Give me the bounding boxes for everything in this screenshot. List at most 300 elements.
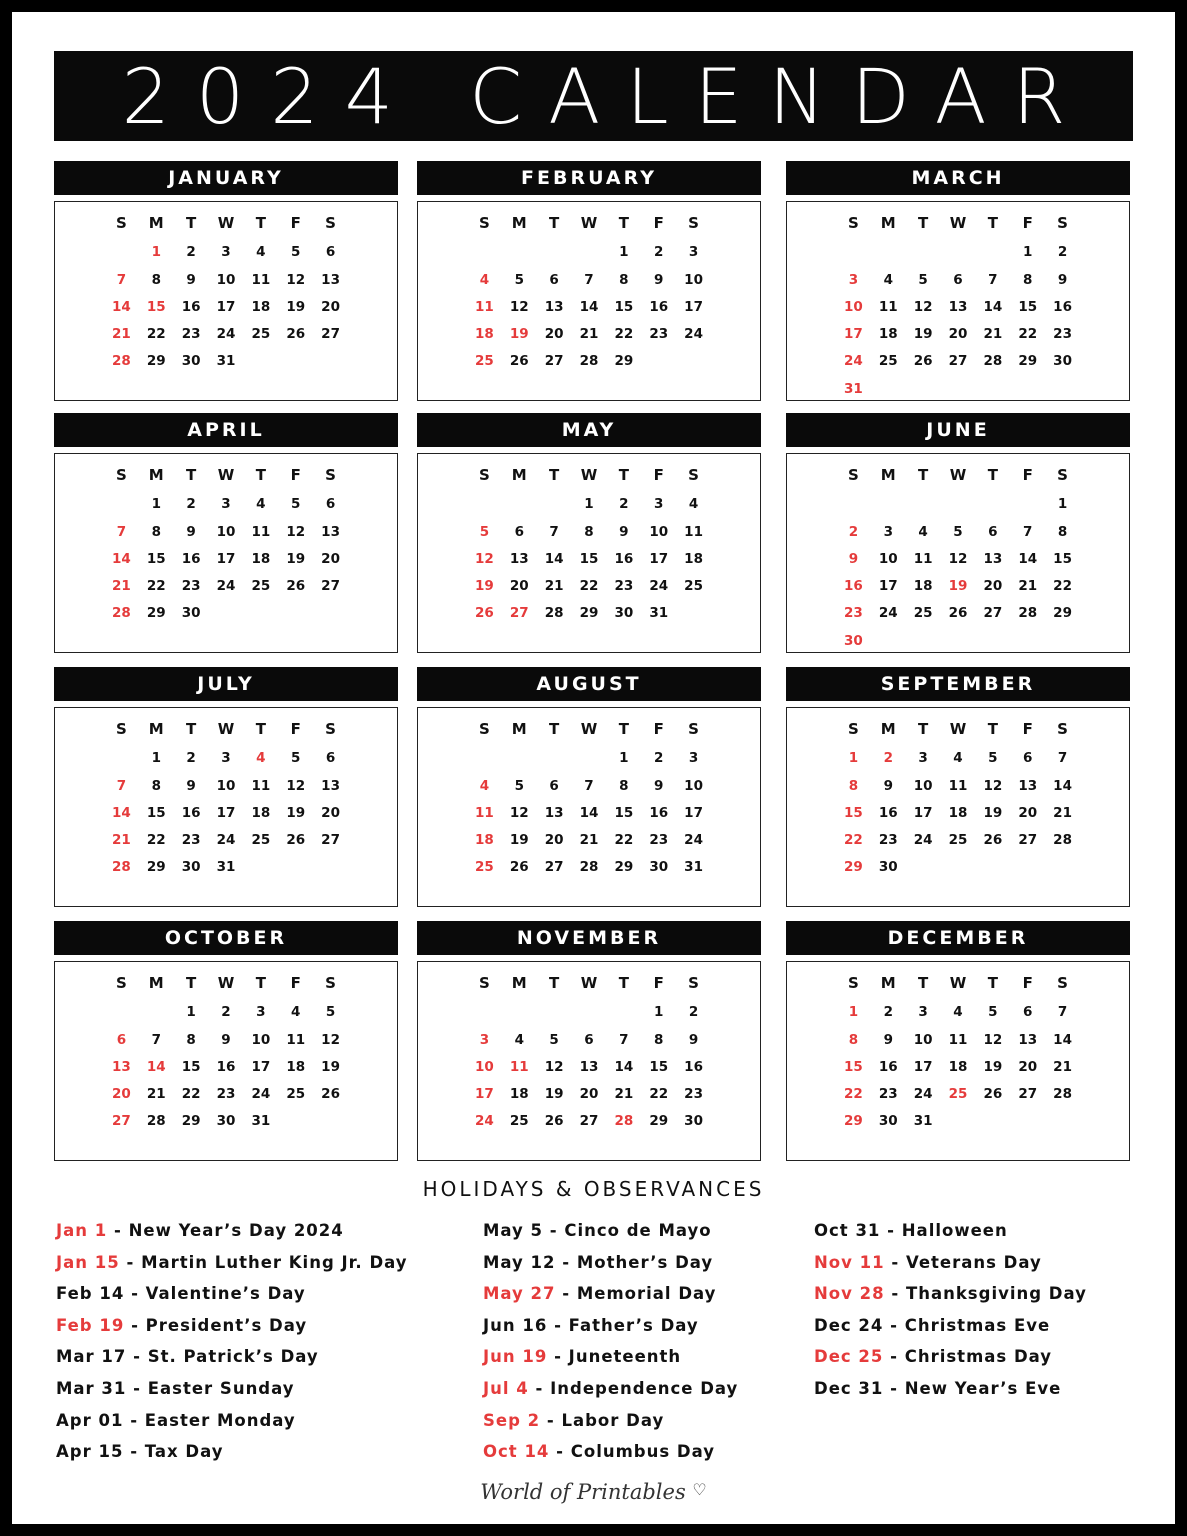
day-cell: 18 [251,550,271,567]
day-cell: 21 [112,832,131,849]
day-cell: 16 [684,1058,703,1075]
holiday-item [483,1215,738,1247]
weekday-header: S [479,720,490,738]
empty-cell [467,999,502,1026]
day-cell: 10 [649,523,669,540]
month-january [54,161,398,401]
day-cell: 11 [509,1058,529,1075]
weekday-header: S [688,974,699,992]
day-cell: 23 [216,1086,236,1103]
weekday-header: F [1022,974,1033,992]
empty-cell [104,239,139,266]
day-cell: 2 [883,750,893,767]
day-cell: 5 [325,1004,336,1021]
weekday-header: T [186,214,197,232]
day-cell: 9 [883,1031,893,1048]
day-cell: 23 [649,832,669,849]
day-cell: 31 [684,859,703,876]
day-cell: 15 [614,804,634,821]
empty-cell [906,491,941,518]
holidays-column [814,1215,1087,1405]
day-cell: 17 [216,804,236,821]
day-grid [104,972,348,1136]
day-cell: 11 [913,550,933,567]
day-cell: 30 [181,605,201,622]
day-cell: 19 [983,804,1003,821]
day-cell: 14 [146,1058,166,1075]
day-cell: 20 [948,326,968,343]
day-cell: 22 [146,832,166,849]
day-cell: 10 [475,1058,494,1075]
holiday-name: - Martin Luther King Jr. Day [126,1252,408,1272]
day-cell: 20 [321,550,340,567]
day-cell: 15 [146,298,166,315]
day-cell: 17 [216,550,236,567]
day-cell: 30 [614,605,634,622]
day-cell: 27 [983,605,1003,622]
empty-cell [502,745,537,772]
day-cell: 13 [509,550,529,567]
day-cell: 30 [878,1113,898,1130]
day-cell: 31 [251,1113,271,1130]
day-cell: 9 [883,777,893,794]
day-cell: 17 [913,804,933,821]
weekday-header: F [653,466,664,484]
day-cell: 27 [1018,1086,1038,1103]
day-cell: 29 [614,353,634,370]
day-cell: 11 [475,804,494,821]
day-cell: 2 [654,750,664,767]
holiday-date: May 27 [483,1284,556,1304]
day-grid [836,464,1080,655]
day-cell: 20 [579,1086,599,1103]
empty-cell [502,239,537,266]
day-cell: 12 [321,1031,340,1048]
holiday-date: Sep 2 [483,1410,541,1430]
day-cell: 24 [475,1113,494,1130]
holiday-item [814,1310,1087,1342]
empty-cell [537,999,572,1026]
weekday-header: S [848,974,859,992]
empty-cell [941,491,976,518]
day-cell: 24 [844,353,863,370]
weekday-header: M [880,720,896,738]
weekday-header: S [1057,974,1068,992]
day-cell: 19 [509,832,529,849]
day-cell: 7 [1057,750,1068,767]
holiday-name: - Father’s Day [554,1315,699,1335]
day-cell: 1 [186,1004,196,1021]
day-cell: 20 [1018,1058,1038,1075]
day-cell: 2 [221,1004,231,1021]
day-cell: 17 [649,550,669,567]
month-title: JUNE [786,413,1130,447]
day-cell: 25 [475,353,494,370]
month-june [786,413,1130,653]
holiday-name: - New Year’s Day 2024 [114,1221,344,1240]
day-cell: 4 [256,496,266,513]
day-cell: 22 [1018,326,1038,343]
weekday-header: T [987,974,998,992]
day-cell: 5 [291,244,301,261]
day-cell: 27 [321,832,340,849]
day-cell: 28 [983,353,1003,370]
day-cell: 11 [878,298,898,315]
day-cell: 16 [878,804,898,821]
day-cell: 27 [544,859,564,876]
day-cell: 19 [948,578,968,595]
day-cell: 31 [913,1113,933,1130]
day-cell: 9 [221,1031,231,1048]
empty-cell [537,491,572,518]
month-title: NOVEMBER [417,921,761,955]
day-cell: 10 [216,523,236,540]
day-cell: 15 [579,550,599,567]
day-cell: 16 [181,298,201,315]
day-cell: 10 [684,777,703,794]
holiday-date: Oct 14 [483,1442,550,1462]
day-cell: 29 [146,605,166,622]
day-cell: 1 [151,750,161,767]
empty-cell [104,745,139,772]
day-cell: 21 [544,578,564,595]
day-cell: 5 [918,271,928,288]
day-cell: 2 [186,244,196,261]
day-cell: 5 [479,523,490,540]
day-cell: 19 [286,298,306,315]
day-cell: 20 [321,298,340,315]
day-cell: 8 [619,271,629,288]
month-march [786,161,1130,401]
day-cell: 21 [112,578,131,595]
day-cell: 11 [286,1031,306,1048]
day-cell: 5 [549,1031,559,1048]
day-cell: 9 [186,271,196,288]
day-cell: 24 [216,832,236,849]
day-cell: 22 [844,832,863,849]
holiday-item [483,1373,738,1405]
day-grid [467,972,711,1136]
weekday-header: F [653,974,664,992]
day-cell: 10 [844,298,863,315]
holiday-date: Jan 1 [56,1221,108,1240]
day-cell: 16 [649,804,669,821]
month-grid-box [417,453,761,653]
day-cell: 4 [514,1031,524,1048]
day-cell: 6 [325,244,336,261]
holiday-item [483,1436,738,1468]
day-cell: 20 [1018,804,1038,821]
day-cell: 21 [579,832,599,849]
day-cell: 5 [291,496,301,513]
holiday-date: Apr 01 [56,1410,124,1430]
weekday-header: T [255,974,266,992]
day-cell: 12 [509,804,529,821]
day-cell: 4 [479,777,490,794]
day-grid [104,212,348,376]
day-cell: 13 [983,550,1003,567]
day-grid [467,718,711,882]
day-cell: 19 [286,804,306,821]
day-cell: 1 [619,244,629,261]
holiday-date: Jun 16 [483,1315,548,1335]
weekday-header: T [549,214,560,232]
day-cell: 30 [684,1113,703,1130]
day-cell: 14 [1053,777,1072,794]
day-cell: 13 [321,523,340,540]
weekday-header: T [549,466,560,484]
day-cell: 16 [614,550,634,567]
weekday-header: S [688,214,699,232]
heart-icon: ♡ [692,1480,707,1499]
holiday-date: Jul 4 [483,1378,529,1398]
weekday-header: S [325,720,336,738]
weekday-header: T [618,974,629,992]
holiday-date: Mar 17 [56,1347,127,1367]
month-december [786,921,1130,1161]
weekday-header: S [848,214,859,232]
empty-cell [467,239,502,266]
holiday-date: Apr 15 [56,1442,124,1462]
empty-cell [537,239,572,266]
day-cell: 16 [216,1058,236,1075]
brand-logo [12,1480,1175,1504]
day-cell: 26 [509,353,529,370]
month-grid-box [54,453,398,653]
page-title: 2024 CALENDAR [54,51,1133,141]
weekday-header: T [186,974,197,992]
day-cell: 15 [649,1058,669,1075]
holiday-date: Dec 24 [814,1315,884,1335]
day-cell: 18 [913,578,933,595]
day-cell: 10 [913,777,933,794]
month-grid-box [786,707,1130,907]
day-cell: 9 [619,523,629,540]
weekday-header: M [880,466,896,484]
day-cell: 25 [913,605,933,622]
day-cell: 31 [216,859,236,876]
weekday-header: T [255,720,266,738]
weekday-header: S [325,214,336,232]
day-cell: 7 [116,777,127,794]
empty-cell [104,491,139,518]
day-cell: 28 [1053,832,1072,849]
day-cell: 16 [181,550,201,567]
day-cell: 15 [146,550,166,567]
empty-cell [836,491,871,518]
day-cell: 28 [1053,1086,1072,1103]
day-cell: 4 [256,750,266,767]
day-cell: 6 [325,750,336,767]
day-cell: 30 [216,1113,236,1130]
day-cell: 18 [251,298,271,315]
day-cell: 3 [918,750,928,767]
month-title: SEPTEMBER [786,667,1130,701]
day-cell: 6 [514,523,524,540]
day-cell: 15 [614,298,634,315]
day-cell: 21 [614,1086,634,1103]
holiday-date: Nov 28 [814,1284,885,1304]
day-cell: 6 [549,271,559,288]
day-cell: 5 [514,777,524,794]
day-cell: 11 [475,298,494,315]
holiday-name: - Mother’s Day [562,1252,714,1272]
holiday-item [56,1436,408,1468]
day-cell: 8 [186,1031,196,1048]
day-cell: 4 [479,271,490,288]
weekday-header: S [479,214,490,232]
day-cell: 3 [688,244,699,261]
day-cell: 8 [151,777,161,794]
month-title: JANUARY [54,161,398,195]
day-cell: 16 [844,578,863,595]
weekday-header: T [618,466,629,484]
holiday-date: Oct 31 [814,1221,881,1240]
weekday-header: T [255,214,266,232]
day-cell: 3 [221,244,231,261]
day-cell: 14 [579,804,599,821]
day-cell: 18 [251,804,271,821]
day-cell: 4 [688,496,699,513]
day-cell: 27 [1018,832,1038,849]
day-cell: 29 [579,605,599,622]
empty-cell [139,999,174,1026]
day-cell: 7 [1023,523,1033,540]
weekday-header: W [949,720,967,738]
day-cell: 19 [983,1058,1003,1075]
day-cell: 27 [948,353,968,370]
day-cell: 7 [1057,1004,1068,1021]
day-cell: 18 [948,804,968,821]
day-cell: 10 [216,271,236,288]
empty-cell [871,239,906,266]
day-cell: 26 [948,605,968,622]
day-cell: 18 [684,550,703,567]
day-cell: 21 [1053,804,1072,821]
day-cell: 8 [151,523,161,540]
day-cell: 28 [544,605,564,622]
day-cell: 25 [684,578,703,595]
holiday-date: May 12 [483,1252,556,1272]
day-cell: 8 [1057,523,1068,540]
day-cell: 18 [286,1058,306,1075]
weekday-header: F [1022,466,1033,484]
day-cell: 11 [251,523,271,540]
day-cell: 1 [1057,496,1068,513]
day-cell: 1 [151,244,161,261]
day-cell: 22 [146,578,166,595]
day-cell: 17 [684,298,703,315]
day-cell: 14 [1018,550,1038,567]
day-cell: 26 [509,859,529,876]
day-cell: 26 [321,1086,340,1103]
day-cell: 12 [983,777,1003,794]
day-cell: 28 [579,859,599,876]
weekday-header: W [217,974,235,992]
empty-cell [572,745,607,772]
day-cell: 29 [146,353,166,370]
day-cell: 31 [844,380,863,397]
day-cell: 16 [181,804,201,821]
weekday-header: S [848,720,859,738]
day-cell: 5 [988,1004,998,1021]
day-cell: 23 [614,578,634,595]
day-grid [104,464,348,628]
weekday-header: S [116,214,127,232]
day-cell: 25 [509,1113,529,1130]
day-cell: 21 [983,326,1003,343]
day-cell: 13 [1018,777,1038,794]
month-october [54,921,398,1161]
day-cell: 24 [913,832,933,849]
weekday-header: S [688,720,699,738]
day-cell: 15 [1018,298,1038,315]
day-cell: 2 [848,523,859,540]
weekday-header: M [880,974,896,992]
day-cell: 20 [509,578,529,595]
day-cell: 11 [684,523,703,540]
day-cell: 3 [256,1004,266,1021]
day-cell: 7 [619,1031,629,1048]
holiday-item [56,1373,408,1405]
weekday-header: F [290,974,301,992]
day-cell: 28 [112,859,131,876]
weekday-header: S [479,466,490,484]
weekday-header: T [987,466,998,484]
day-cell: 12 [913,298,933,315]
day-cell: 2 [1057,244,1068,261]
day-cell: 26 [286,326,306,343]
day-cell: 23 [649,326,669,343]
holiday-item [56,1341,408,1373]
day-cell: 19 [544,1086,564,1103]
weekday-header: W [949,974,967,992]
weekday-header: M [148,720,164,738]
day-cell: 21 [1053,1058,1072,1075]
day-cell: 22 [146,326,166,343]
day-cell: 31 [649,605,669,622]
day-cell: 18 [509,1086,529,1103]
month-grid-box [417,961,761,1161]
empty-cell [836,239,871,266]
holiday-item [814,1247,1087,1279]
empty-cell [871,491,906,518]
day-cell: 18 [475,326,494,343]
day-cell: 10 [251,1031,271,1048]
day-cell: 1 [151,496,161,513]
day-cell: 21 [112,326,131,343]
holiday-date: Dec 31 [814,1378,884,1398]
day-cell: 27 [112,1113,131,1130]
day-cell: 3 [688,750,699,767]
day-cell: 1 [1023,244,1033,261]
day-cell: 10 [913,1031,933,1048]
empty-cell [941,239,976,266]
month-april [54,413,398,653]
day-cell: 29 [1018,353,1038,370]
day-cell: 23 [181,832,201,849]
day-cell: 23 [878,1086,898,1103]
holiday-name: - New Year’s Eve [890,1378,1062,1398]
holiday-name: - Christmas Eve [890,1315,1051,1335]
day-cell: 23 [181,578,201,595]
empty-cell [572,239,607,266]
day-cell: 1 [848,1004,859,1021]
day-cell: 28 [146,1113,166,1130]
holiday-name: - St. Patrick’s Day [133,1347,319,1367]
month-grid-box [54,201,398,401]
day-cell: 16 [1053,298,1072,315]
